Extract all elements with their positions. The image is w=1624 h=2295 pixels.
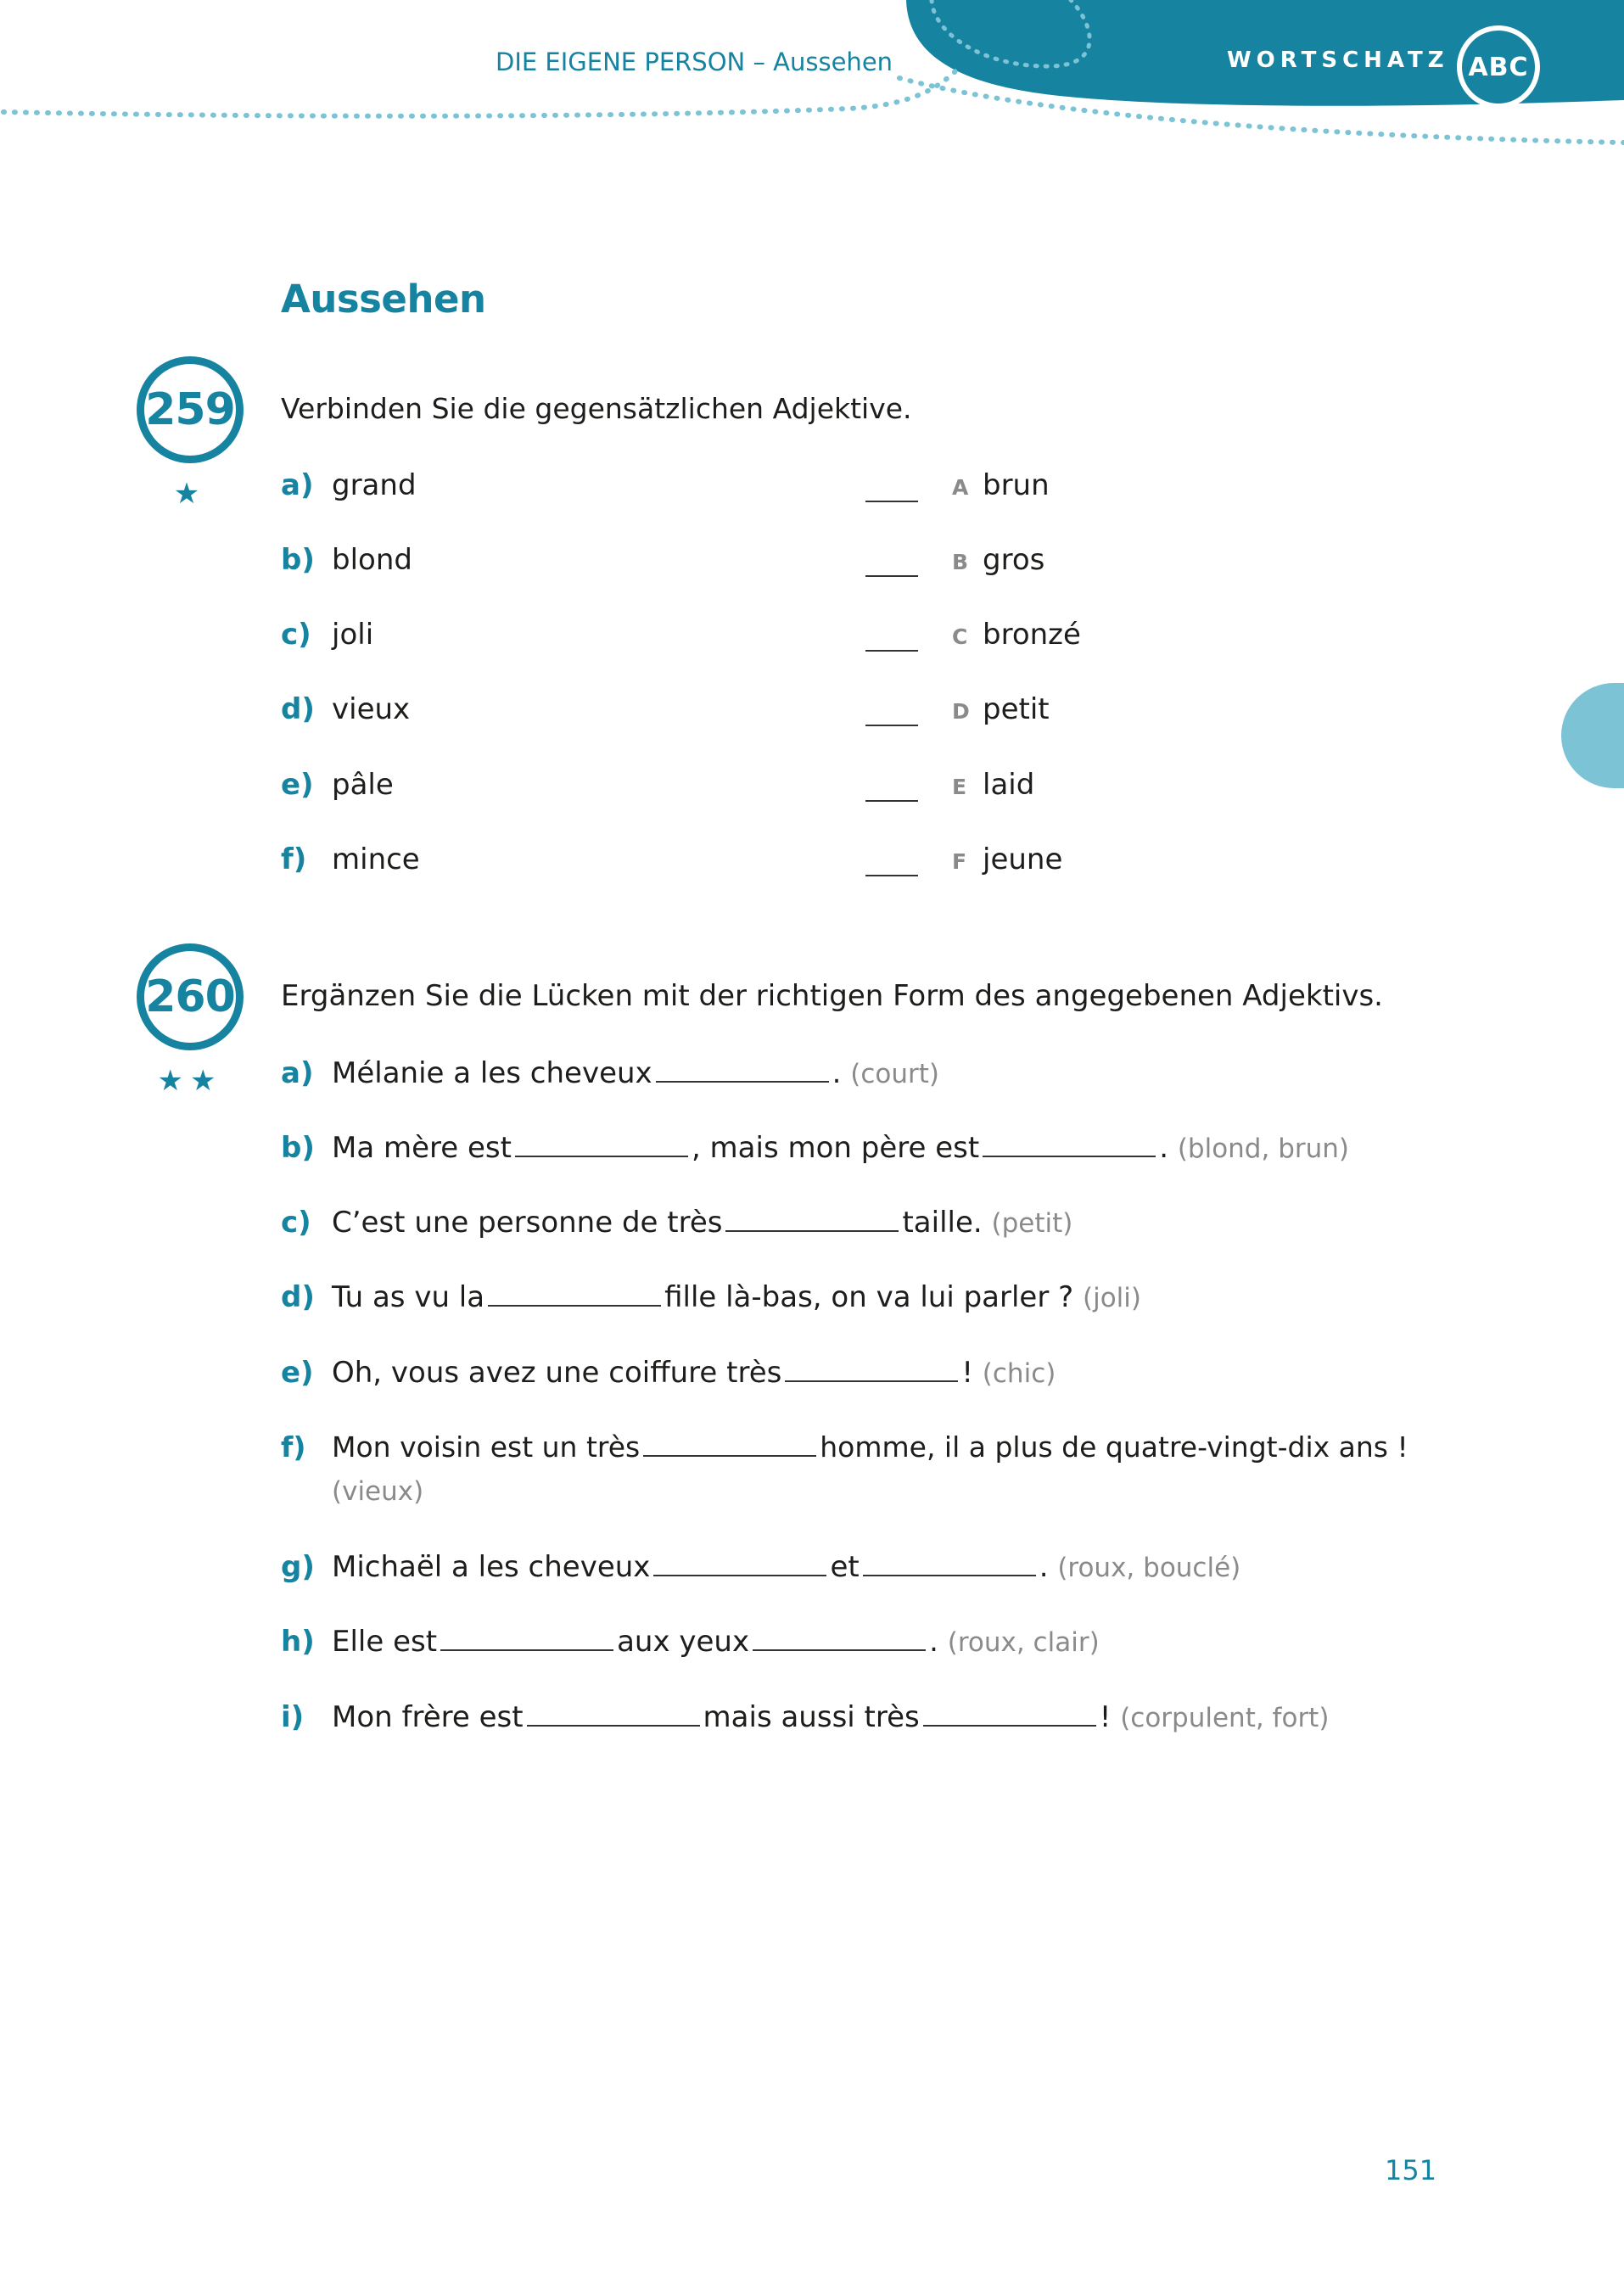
- item-word: pâle: [332, 768, 394, 802]
- answer-blank[interactable]: [653, 1549, 826, 1576]
- list-item: [952, 468, 1050, 505]
- list-item: [281, 1279, 1141, 1315]
- item-label: B: [952, 550, 969, 574]
- section-label: WORTSCHATZ: [1227, 48, 1449, 73]
- list-item: [281, 618, 373, 652]
- exercise-instruction: Ergänzen Sie die Lücken mit der richtigen Form des angegebenen Adjektivs.: [281, 979, 1383, 1013]
- answer-blank[interactable]: [656, 1055, 829, 1083]
- item-label: f): [281, 1430, 306, 1464]
- list-item: [281, 842, 420, 876]
- item-label: c): [281, 618, 311, 652]
- list-item: [952, 692, 1050, 729]
- item-label: A: [952, 475, 969, 500]
- hint-text: (roux, bouclé): [1057, 1553, 1241, 1583]
- answer-blank[interactable]: [865, 575, 918, 577]
- item-label: h): [281, 1625, 315, 1659]
- item-label: F: [952, 849, 967, 874]
- page-title: Aussehen: [281, 277, 486, 322]
- list-item: [281, 1355, 1056, 1391]
- sentence-text: fille là-bas, on va lui parler ?: [664, 1280, 1074, 1314]
- item-label: f): [281, 842, 307, 876]
- running-title: DIE EIGENE PERSON – Aussehen: [496, 48, 893, 76]
- hint-text: (corpulent, fort): [1120, 1703, 1330, 1733]
- hint-text: (vieux): [332, 1476, 424, 1507]
- sentence-text: Mon voisin est un très: [332, 1430, 641, 1464]
- list-item: [952, 543, 1044, 579]
- side-thumb-tab: [1561, 683, 1624, 788]
- item-label: b): [281, 543, 315, 577]
- answer-blank[interactable]: [643, 1430, 816, 1457]
- list-item: [952, 768, 1034, 804]
- list-item: [281, 543, 412, 577]
- list-item: [281, 1699, 1329, 1735]
- sentence-text: !: [961, 1356, 973, 1390]
- answer-blank[interactable]: [440, 1624, 613, 1651]
- list-item: [281, 468, 417, 502]
- answer-blank[interactable]: [923, 1699, 1096, 1727]
- item-label: g): [281, 1550, 315, 1584]
- abc-badge-icon: ABC: [1457, 25, 1540, 109]
- header-decoration: [0, 0, 1624, 170]
- sentence-text: Michaël a les cheveux: [332, 1550, 651, 1584]
- sentence-text: Mélanie a les cheveux: [332, 1056, 652, 1090]
- list-item: [281, 1055, 939, 1091]
- sentence-text: .: [1039, 1550, 1049, 1584]
- sentence-text: C’est une personne de très: [332, 1206, 723, 1240]
- answer-blank[interactable]: [515, 1130, 688, 1157]
- hint-text: (blond, brun): [1177, 1134, 1350, 1164]
- item-word: blond: [332, 543, 412, 577]
- sentence-text: .: [1159, 1131, 1168, 1165]
- list-item: [281, 1430, 1408, 1464]
- answer-blank[interactable]: [785, 1355, 958, 1382]
- sentence-text: Elle est: [332, 1625, 438, 1659]
- item-word: jeune: [983, 842, 1063, 876]
- sentence-text: , mais mon père est: [691, 1131, 980, 1165]
- answer-blank[interactable]: [983, 1130, 1156, 1157]
- item-word: bronzé: [983, 618, 1081, 652]
- item-label: c): [281, 1206, 311, 1240]
- item-label: e): [281, 768, 314, 802]
- item-label: i): [281, 1700, 305, 1734]
- sentence-text: taille.: [902, 1206, 983, 1240]
- difficulty-star-icon: ★: [173, 477, 207, 511]
- answer-blank[interactable]: [865, 650, 918, 652]
- sentence-text: !: [1099, 1700, 1112, 1734]
- item-word: petit: [983, 692, 1050, 726]
- sentence-text: .: [832, 1056, 842, 1090]
- list-item: [281, 768, 394, 802]
- item-label: a): [281, 1056, 314, 1090]
- hint-text: (roux, clair): [947, 1627, 1100, 1658]
- sentence-text: homme, il a plus de quatre-vingt-dix ans !: [820, 1430, 1408, 1464]
- sentence-text: Ma mère est: [332, 1131, 512, 1165]
- list-item: [952, 618, 1081, 654]
- sentence-text: mais aussi très: [703, 1700, 920, 1734]
- item-word: brun: [983, 468, 1050, 502]
- answer-blank[interactable]: [865, 501, 918, 502]
- item-word: gros: [983, 543, 1045, 577]
- answer-blank[interactable]: [865, 725, 918, 726]
- answer-blank[interactable]: [863, 1549, 1036, 1576]
- item-label: d): [281, 1280, 315, 1314]
- list-item: [952, 842, 1062, 879]
- exercise-number-badge: 259: [137, 356, 244, 463]
- sentence-text: Mon frère est: [332, 1700, 524, 1734]
- answer-blank[interactable]: [527, 1699, 700, 1727]
- list-item: [281, 1130, 1349, 1166]
- item-word: grand: [332, 468, 417, 502]
- sentence-text: .: [929, 1625, 938, 1659]
- item-label: d): [281, 692, 315, 726]
- hint-text: (petit): [991, 1208, 1073, 1239]
- exercise-number-badge: 260: [137, 943, 244, 1050]
- item-label: a): [281, 468, 314, 502]
- answer-blank[interactable]: [865, 800, 918, 802]
- list-item: [281, 1205, 1072, 1240]
- hint-text: (joli): [1082, 1283, 1141, 1313]
- answer-blank[interactable]: [725, 1205, 899, 1232]
- list-item: [281, 1549, 1240, 1585]
- answer-blank[interactable]: [865, 875, 918, 876]
- answer-blank[interactable]: [488, 1279, 661, 1307]
- exercise-instruction: Verbinden Sie die gegensätzlichen Adjektive.: [281, 392, 912, 425]
- answer-blank[interactable]: [753, 1624, 926, 1651]
- hint-text: (court): [850, 1059, 940, 1089]
- list-item: [281, 692, 410, 726]
- sentence-text: aux yeux: [617, 1625, 750, 1659]
- item-label: D: [952, 699, 970, 724]
- page-number: 151: [1385, 2154, 1437, 2186]
- item-word: laid: [983, 768, 1035, 802]
- sentence-text: Tu as vu la: [332, 1280, 485, 1314]
- list-item: [281, 1624, 1100, 1660]
- hint-text: (chic): [982, 1358, 1056, 1389]
- sentence-text: et: [830, 1550, 860, 1584]
- item-label: b): [281, 1131, 315, 1165]
- item-word: mince: [332, 842, 420, 876]
- item-label: C: [952, 624, 968, 649]
- difficulty-star-icon: ★★: [157, 1064, 223, 1098]
- sentence-text: Oh, vous avez une coiffure très: [332, 1356, 782, 1390]
- item-word: joli: [332, 618, 374, 652]
- item-word: vieux: [332, 692, 411, 726]
- item-label: E: [952, 775, 967, 799]
- item-label: e): [281, 1356, 314, 1390]
